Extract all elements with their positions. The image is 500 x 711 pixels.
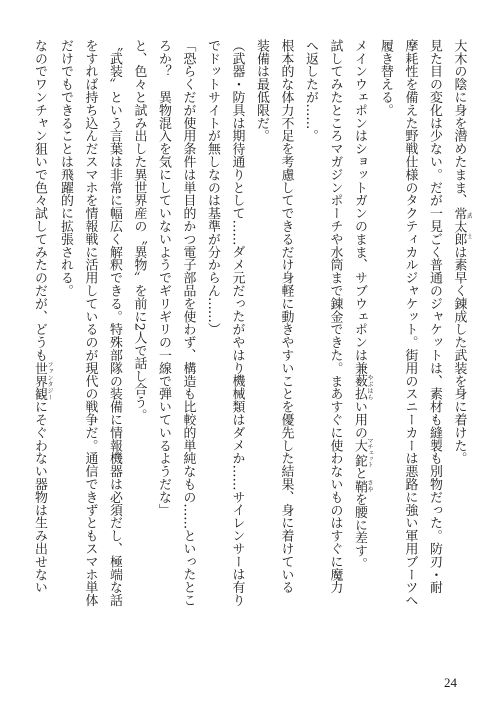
ruby-jotaro: 常太郎 武士 bbox=[451, 206, 472, 246]
vertical-text-body bbox=[24, 39, 472, 651]
ruby-machete: 大鉈 マチェット bbox=[352, 437, 373, 468]
ruby-text-fantasy: ファンタジー bbox=[46, 361, 53, 401]
text-column-17: だけでもできることは飛躍的に拡張される。 bbox=[58, 39, 73, 297]
text-column-8: 根本的な体力不足を考慮してできるだけ身軽に動きやすいことを優先した結果、身に着けている bbox=[278, 39, 294, 594]
ruby-saya: 鞘 さや bbox=[352, 479, 373, 493]
ruby-text-saya: さや bbox=[366, 479, 373, 493]
ruby-yabuharai: 薮払 やぶはら bbox=[352, 374, 373, 401]
text-column-11: でドットサイトが無しなのは基準が分からん……） bbox=[205, 39, 220, 336]
text-column-5: メインウェポンはショットガンのまま、サブウェポンは兼薮払 やぶはらい用の大鉈 マチェットと鞘 さやを腰に差す。 bbox=[352, 39, 373, 571]
text-column-15: 〝武装〟という言葉は非常に幅広く解釈できる。特殊部隊の装備に情報機器は必須だし、極端な話 bbox=[107, 39, 122, 607]
text-column-1: 大木の陰に身を潜めたまま、常太郎 武士は素早く錬成した武装を身に着けた。 bbox=[451, 39, 472, 465]
ruby-text-bushi: 武士 bbox=[465, 206, 472, 246]
text-column-12: 「恐らくだが使用条件は単目的かつ電子部品を使わず、構造も比較的単純なもの……といったとこ bbox=[180, 39, 196, 607]
text-column-6: 試してみたところマガジンポーチや水筒まで錬金できた。まあすぐに使わないものはすぐに魔力 bbox=[327, 39, 343, 594]
text-column-9: 装備は最低限だ。 bbox=[254, 39, 269, 143]
text-column-10: （武器・防具は期待通りとして……ダメ元だったがやはり機械類はダメか……サイレンサーは有り bbox=[229, 39, 245, 607]
ruby-text-yabuharai: やぶはら bbox=[366, 374, 373, 401]
ruby-fantasy: 世界観 ファンタジー bbox=[32, 361, 53, 401]
ruby-text-machete: マチェット bbox=[366, 437, 373, 468]
text-column-13: ろか？ 異物混入を気にしていないようでギリギリの一線で弾いているようだな」 bbox=[156, 39, 171, 517]
page-number: 24 bbox=[444, 675, 457, 690]
text-column-16: をすれば持ち込んだスマホを情報戦に活用しているのが現代の戦争だ。通信できずともスマホ単体 bbox=[82, 39, 98, 607]
text-column-2: 見た目の変化は少ない。だが一見ごく普通のジャケットは、素材も縫製も別物だった。防刃・耐 bbox=[427, 39, 442, 594]
text-column-4: 履き替える。 bbox=[378, 39, 393, 117]
text-column-7: へ返したが……。 bbox=[303, 39, 318, 143]
text-column-18: なのでワンチャン狙いで色々試してみたのだが、どうも世界観 ファンタジーにそぐわない器物は生み出せない bbox=[32, 39, 53, 594]
text-column-3: 摩耗性を備えた野戦仕様のタクティカルジャケット。街用のスニーカーは悪路に強い軍用ブーツへ bbox=[402, 39, 418, 607]
text-column-14: と、色々と試み出した異世界産の〝異物〟を前に2人で話し合う。 bbox=[131, 39, 147, 422]
